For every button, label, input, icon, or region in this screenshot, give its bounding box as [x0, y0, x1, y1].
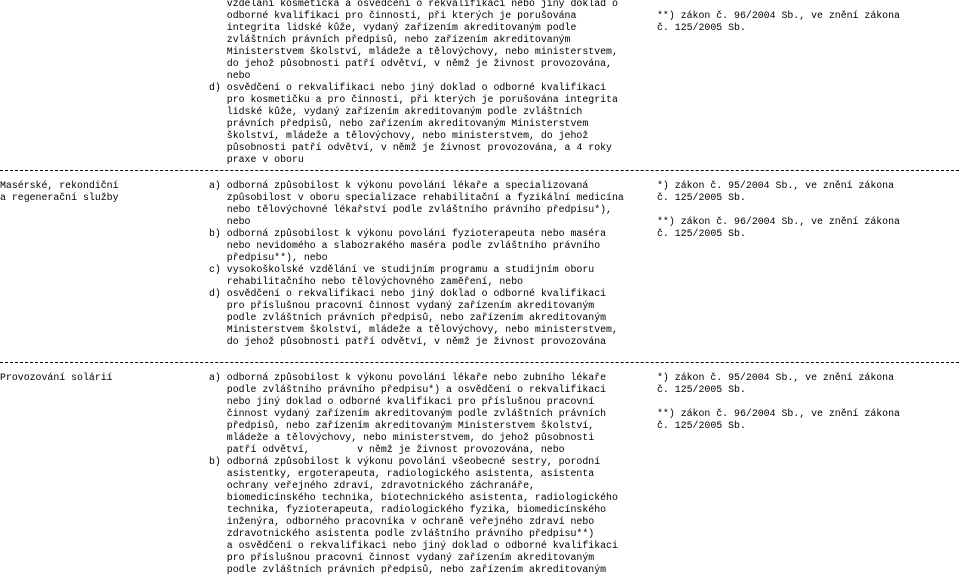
- requirement-cell: působnosti patří odvětví, v němž je živnost provozována, a 4 roky: [209, 142, 612, 153]
- law-reference-cell: č. 125/2005 Sb.: [657, 192, 746, 203]
- category-cell: a regenerační služby: [0, 192, 119, 203]
- requirement-cell: b) odborná způsobilost k výkonu povolání všeobecné sestry, porodní: [209, 456, 601, 467]
- requirement-cell: zdravotnického asistenta podle zvláštního právního předpisu**): [209, 528, 595, 539]
- requirement-cell: a) odborná způsobilost k výkonu povolání lékaře nebo zubního lékaře: [209, 372, 607, 383]
- law-reference-cell: č. 125/2005 Sb.: [657, 22, 746, 33]
- requirement-cell: do jehož působnosti patří odvětví, v němž je živnost provozována,: [209, 58, 612, 69]
- requirement-cell: mládeže a tělovýchovy, nebo ministerstvem, do jehož působnosti: [209, 432, 595, 443]
- law-reference-cell: č. 125/2005 Sb.: [657, 228, 746, 239]
- requirement-cell: předpisu**), nebo: [209, 252, 328, 263]
- requirement-cell: pro příslušnou pracovní činnost vydaný zařízením akreditovaným: [209, 552, 595, 563]
- requirement-cell: a osvědčení o rekvalifikaci nebo jiný doklad o odborné kvalifikaci: [209, 540, 618, 551]
- requirement-cell: nebo: [209, 70, 251, 81]
- requirement-cell: d) osvědčení o rekvalifikaci nebo jiný doklad o odborné kvalifikaci: [209, 82, 607, 93]
- law-reference-cell: **) zákon č. 96/2004 Sb., ve znění zákona: [657, 216, 900, 227]
- requirement-cell: předpisů, nebo zařízením akreditovaným Ministerstvem školství,: [209, 420, 595, 431]
- requirement-cell: biomedicínského technika, biotechnického asistenta, radiologického: [209, 492, 618, 503]
- law-reference-cell: **) zákon č. 96/2004 Sb., ve znění zákona: [657, 10, 900, 21]
- law-reference-cell: č. 125/2005 Sb.: [657, 420, 746, 431]
- requirement-cell: činnost vydaný zařízením akreditovaným podle zvláštních právních: [209, 408, 607, 419]
- requirement-cell: a) odborná způsobilost k výkonu povolání lékaře a specializovaná: [209, 180, 589, 191]
- requirement-cell: d) osvědčení o rekvalifikaci nebo jiný doklad o odborné kvalifikaci: [209, 288, 607, 299]
- requirement-cell: lidské kůže, vydaný zařízením akreditovaným podle zvláštních: [209, 106, 583, 117]
- category-cell: Masérské, rekondiční: [0, 180, 119, 191]
- requirement-cell: nebo tělovýchovné lékařství podle zvláštního právního předpisu*),: [209, 204, 612, 215]
- requirement-cell: právních předpisů, nebo zařízením akreditovaným Ministerstvem: [209, 118, 589, 129]
- law-reference-cell: *) zákon č. 95/2004 Sb., ve znění zákona: [657, 372, 895, 383]
- requirement-cell: technika, fyzioterapeuta, radiologického fyzika, biomedicínského: [209, 504, 607, 515]
- law-reference-cell: č. 125/2005 Sb.: [657, 384, 746, 395]
- requirement-cell: do jehož působnosti patří odvětví, v němž je živnost provozována: [209, 336, 607, 347]
- requirement-cell: c) vysokoškolské vzdělání ve studijním programu a studijním oboru: [209, 264, 595, 275]
- requirement-cell: patří odvětví, v němž je živnost provozována, nebo: [209, 444, 565, 455]
- requirement-cell: integrita lidské kůže, vydaný zařízením akreditovaným podle: [209, 22, 577, 33]
- requirement-cell: Ministerstvem školství, mládeže a tělovýchovy, nebo ministerstvem,: [209, 324, 618, 335]
- requirement-cell: vzdělání kosmetička a osvědčení o rekvalifikaci nebo jiný doklad o: [209, 0, 618, 9]
- row-divider: [0, 362, 959, 363]
- requirement-cell: asistentky, ergoterapeuta, radiologického asistenta, asistenta: [209, 468, 595, 479]
- requirement-cell: praxe v oboru: [209, 154, 304, 165]
- requirement-cell: b) odborná způsobilost k výkonu povolání fyzioterapeuta nebo maséra: [209, 228, 607, 239]
- requirement-cell: nebo nevidomého a slabozrakého maséra podle zvláštního právního: [209, 240, 601, 251]
- requirement-cell: způsobilost v oboru specializace rehabilitační a fyzikální medicína: [209, 192, 624, 203]
- requirement-cell: rehabilitačního nebo tělovýchovného zaměření, nebo: [209, 276, 524, 287]
- requirement-cell: zvláštních právních předpisů, nebo zařízením akreditovaným: [209, 34, 571, 45]
- requirement-cell: nebo jiný doklad o odborné kvalifikaci pro příslušnou pracovní: [209, 396, 595, 407]
- category-cell: Provozování solárií: [0, 372, 113, 383]
- requirement-cell: pro příslušnou pracovní činnost vydaný zařízením akreditovaným: [209, 300, 595, 311]
- requirement-cell: ochrany veřejného zdraví, zdravotnického záchranáře,: [209, 480, 535, 491]
- law-reference-cell: *) zákon č. 95/2004 Sb., ve znění zákona: [657, 180, 895, 191]
- requirement-cell: podle zvláštního právního předpisu*) a osvědčení o rekvalifikaci: [209, 384, 607, 395]
- row-divider: [0, 170, 959, 171]
- requirement-cell: podle zvláštních právních předpisů, nebo zařízením akreditovaným: [209, 312, 607, 323]
- requirement-cell: pro kosmetičku a pro činnosti, při kterých je porušována integrita: [209, 94, 618, 105]
- law-reference-cell: **) zákon č. 96/2004 Sb., ve znění zákona: [657, 408, 900, 419]
- requirement-cell: nebo: [209, 216, 251, 227]
- requirement-cell: školství, mládeže a tělovýchovy, nebo ministerstvem, do jehož: [209, 130, 589, 141]
- requirement-cell: podle zvláštních právních předpisů, nebo zařízením akreditovaným: [209, 564, 607, 575]
- requirement-cell: Ministerstvem školství, mládeže a tělovýchovy, nebo ministerstvem,: [209, 46, 618, 57]
- requirement-cell: odborné kvalifikaci pro činnosti, při kterých je porušována: [209, 10, 577, 21]
- requirement-cell: inženýra, odborného pracovníka v ochraně veřejného zdraví nebo: [209, 516, 595, 527]
